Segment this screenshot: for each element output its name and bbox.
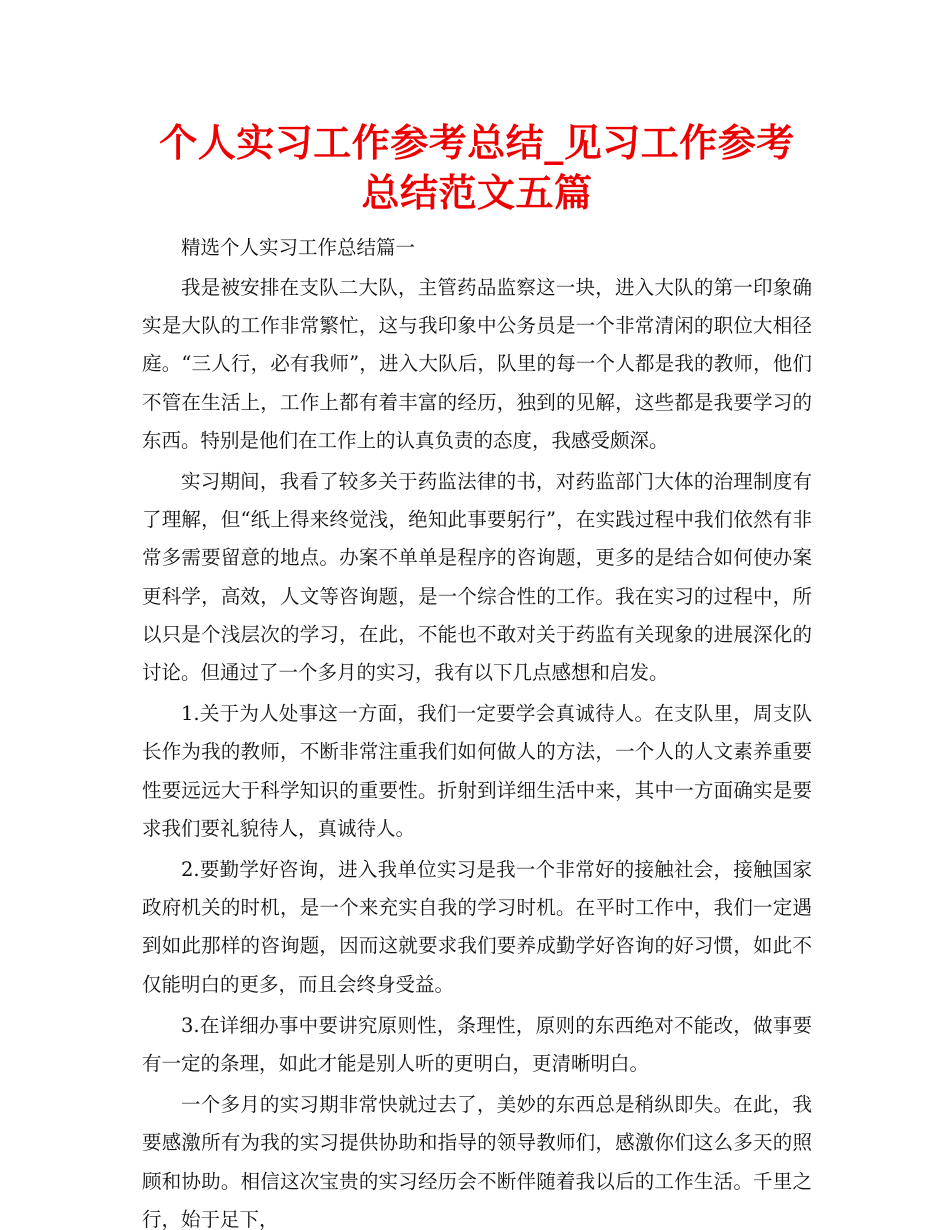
document-title: 个人实习工作参考总结_见习工作参考总结范文五篇 [159, 121, 795, 215]
section-heading: 精选个人实习工作总结篇一 [181, 236, 416, 259]
paragraph-3: 1.关于为人处事这一方面，我们一定要学会真诚待人。在支队里，周支队长作为我的教师，不断非常注重我们如何做人的方法，一个人的人文素养重要性要远远大于科学知识的重要性。折射到详细生活中来，其中一方面确实是要求我们要礼貌待人，真诚待人。 [142, 702, 812, 840]
paragraph-4: 2.要勤学好咨询，进入我单位实习是我一个非常好的接触社会，接触国家政府机关的时机，是一个来充实自我的学习时机。在平时工作中，我们一定遇到如此那样的咨询题，因而这就要求我们要养成勤学好咨询的好习惯，如此不仅能明白的更多，而且会终身受益。 [142, 858, 812, 996]
paragraph-5: 3.在详细办事中要讲究原则性，条理性，原则的东西绝对不能改，做事要有一定的条理，如此才能是别人听的更明白，更清晰明白。 [142, 1013, 812, 1076]
paragraph-6: 一个多月的实习期非常快就过去了，美妙的东西总是稍纵即失。在此，我要感激所有为我的实习提供协助和指导的领导教师们，感激你们这么多天的照顾和协助。相信这次宝贵的实习经历会不断伴随着我以后的工作生活。千里之行，始于足下， [142, 1093, 812, 1230]
paragraph-2: 实习期间，我看了较多关于药监法律的书，对药监部门大体的治理制度有了理解，但“纸上得来终觉浅，绝知此事要躬行”，在实践过程中我们依然有非常多需要留意的地点。办案不单单是程序的咨询题，更多的是结合如何使办案更科学，高效，人文等咨询题，是一个综合性的工作。我在实习的过程中，所以只是个浅层次的学习，在此，不能也不敢对关于药监有关现象的进展深化的讨论。但通过了一个多月的实习，我有以下几点感想和启发。 [142, 470, 812, 685]
paragraph-1: 我是被安排在支队二大队，主管药品监察这一块，进入大队的第一印象确实是大队的工作非常繁忙，这与我印象中公务员是一个非常清闲的职位大相径庭。“三人行，必有我师”，进入大队后，队里的每一个人都是我的教师，他们不管在生活上，工作上都有着丰富的经历，独到的见解，这些都是我要学习的东西。特别是他们在工作上的认真负责的态度，我感受颇深。 [142, 276, 812, 452]
